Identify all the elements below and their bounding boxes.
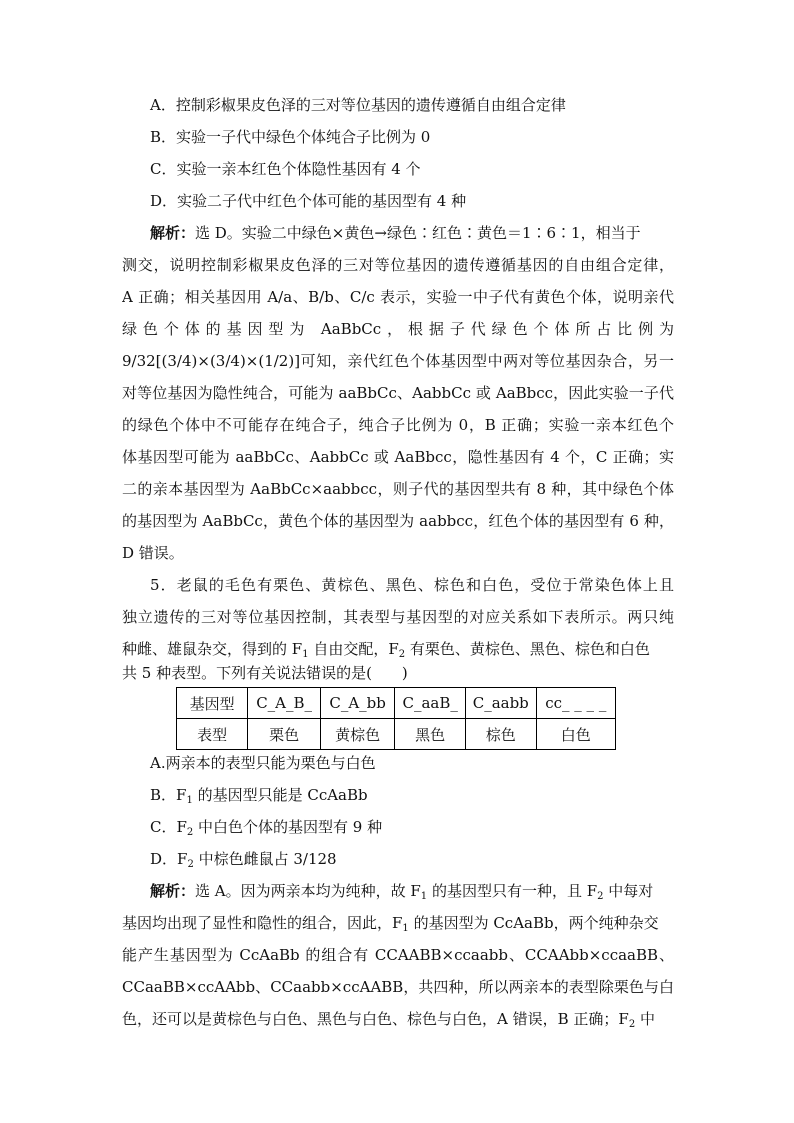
table-cell: 棕色 bbox=[465, 719, 536, 750]
table-cell: 表型 bbox=[177, 719, 248, 750]
table-cell: cc_ _ _ _ bbox=[536, 688, 615, 719]
q4-analysis-line-1: 解析：选 D。实验二中绿色×黄色→绿色∶红色∶黄色＝1∶6∶1，相当于 bbox=[150, 224, 641, 242]
q4-option-c: C．实验一亲本红色个体隐性基因有 4 个 bbox=[150, 160, 421, 178]
q4-analysis-line-6: 对等位基因为隐性纯合，可能为 aaBbCc、AabbCc 或 AaBbcc，因此实验一子代 bbox=[122, 384, 674, 402]
q5-analysis-line-1: 解析：选 A。因为两亲本均为纯种，故 $F_1$ 的基因型只有一种，且 $F_2$ 中每对 bbox=[150, 882, 654, 902]
q5-option-c: C．$F_2$ 中白色个体的基因型有 9 种 bbox=[150, 818, 383, 838]
q4-analysis-line-10: 的基因型为 AaBbCc，黄色个体的基因型为 aabbcc，红色个体的基因型有 6 种， bbox=[122, 512, 674, 530]
table-cell: C_A_bb bbox=[320, 688, 395, 719]
table-cell: C_aabb bbox=[465, 688, 536, 719]
q5-stem-line-2: 独立遗传的三对等位基因控制，其表型与基因型的对应关系如下表所示。两只纯 bbox=[122, 608, 674, 626]
q4-analysis-line-2: 测交，说明控制彩椒果皮色泽的三对等位基因的遗传遵循基因的自由组合定律， bbox=[122, 256, 674, 274]
q5-option-b: B．$F_1$ 的基因型只能是 CcAaBb bbox=[150, 786, 368, 806]
q5-analysis-line-5: 色，还可以是黄棕色与白色、黑色与白色、棕色与白色，A 错误，B 正确；$F_2$ 中 bbox=[122, 1010, 655, 1030]
genotype-phenotype-table bbox=[176, 687, 616, 750]
q4-analysis-line-9: 二的亲本基因型为 AaBbCc×aabbcc，则子代的基因型共有 8 种，其中绿色个体 bbox=[122, 480, 674, 498]
q4-analysis-line-5: 9/32[(3/4)×(3/4)×(1/2)]可知，亲代红色个体基因型中两对等位基因杂合，另一 bbox=[122, 352, 674, 370]
q4-analysis-line-8: 体基因型可能为 aaBbCc、AabbCc 或 AaBbcc，隐性基因有 4 个，C 正确；实 bbox=[122, 448, 674, 466]
q5-option-d: D．$F_2$ 中棕色雌鼠占 3/128 bbox=[150, 850, 337, 870]
q4-analysis-line-7: 的绿色个体中不可能存在纯合子，纯合子比例为 0，B 正确；实验一亲本红色个 bbox=[122, 416, 674, 434]
q4-analysis-label: 解析： bbox=[150, 224, 196, 242]
q5-analysis-line-3: 能产生基因型为 CcAaBb 的组合有 CCAABB×ccaabb、CCAAbb×ccaaBB、 bbox=[122, 946, 674, 964]
table-cell: C_A_B_ bbox=[248, 688, 321, 719]
q4-option-d: D．实验二子代中红色个体可能的基因型有 4 种 bbox=[150, 192, 467, 210]
table-cell: 白色 bbox=[536, 719, 615, 750]
q4-option-a: A．控制彩椒果皮色泽的三对等位基因的遗传遵循自由组合定律 bbox=[150, 96, 566, 114]
q5-option-a: A.两亲本的表型只能为栗色与白色 bbox=[150, 754, 376, 772]
table-row-genotype bbox=[177, 688, 616, 719]
table-cell: 基因型 bbox=[177, 688, 248, 719]
q4-analysis-line-11: D 错误。 bbox=[122, 544, 184, 562]
table-cell: 黄棕色 bbox=[320, 719, 395, 750]
q5-analysis-line-4: CCaaBB×ccAAbb、CCaabb×ccAABB，共四种，所以两亲本的表型除栗色与白 bbox=[122, 978, 674, 996]
table-cell: 黑色 bbox=[395, 719, 466, 750]
table-cell: C_aaB_ bbox=[395, 688, 466, 719]
q4-option-b: B．实验一子代中绿色个体纯合子比例为 0 bbox=[150, 128, 431, 146]
q5-analysis-line-2: 基因均出现了显性和隐性的组合，因此，$F_1$ 的基因型为 CcAaBb，两个纯种杂交 bbox=[122, 914, 659, 934]
q4-analysis-line-4: 绿色个体的基因型为 AaBbCc，根据子代绿色个体所占比例为 bbox=[122, 320, 674, 338]
q5-stem-line-4: 共 5 种表型。下列有关说法错误的是( ) bbox=[122, 664, 408, 682]
q5-stem-line-3: 种雌、雄鼠杂交，得到的 $F_1$ 自由交配，$F_2$ 有栗色、黄棕色、黑色、棕色和白色 bbox=[122, 640, 650, 660]
q5-analysis-label: 解析： bbox=[150, 882, 196, 900]
q4-analysis-line-3: A 正确；相关基因用 A/a、B/b、C/c 表示，实验一中子代有黄色个体，说明亲代 bbox=[122, 288, 674, 306]
q5-stem-line-1: 5．老鼠的毛色有栗色、黄棕色、黑色、棕色和白色，受位于常染色体上且 bbox=[150, 576, 674, 594]
table-row-phenotype bbox=[177, 719, 616, 750]
table-cell: 栗色 bbox=[248, 719, 321, 750]
